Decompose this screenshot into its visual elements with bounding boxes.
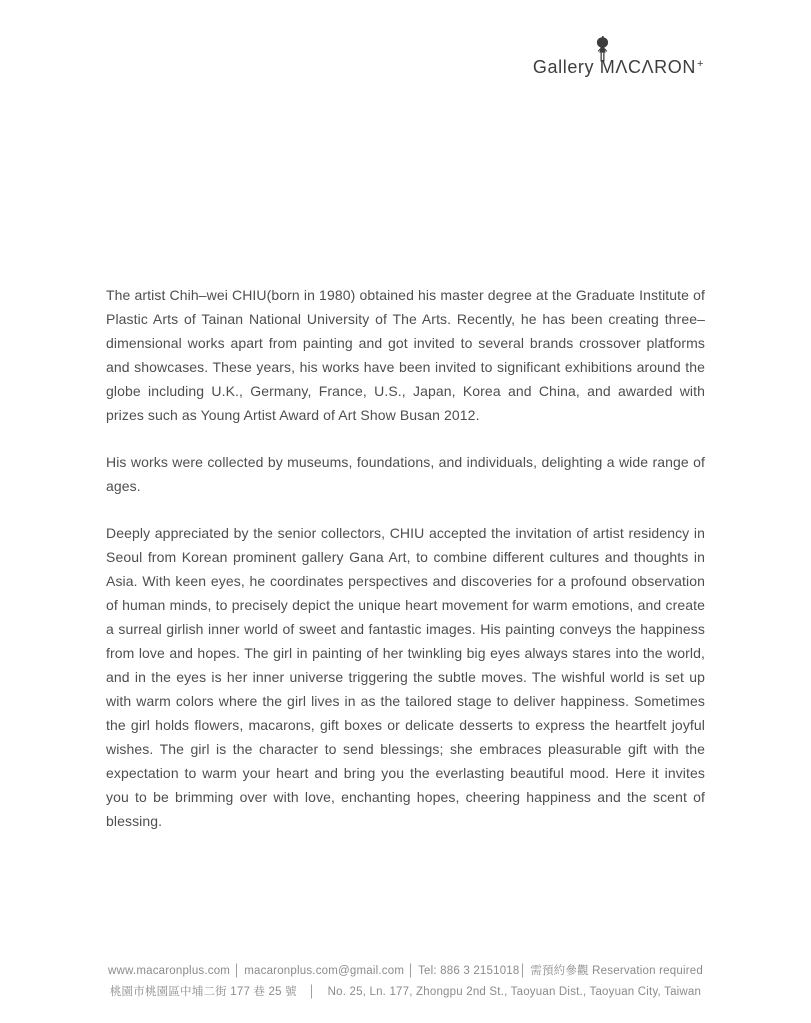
paragraph-artist-statement: Deeply appreciated by the senior collectors, CHIU accepted the invitation of artist residency in Seoul from Korean prominent gallery Gana Art, to combine different cultures and thoughts in Asia. With keen eyes, he coordinates perspectives and discoveries for a profound observation of human minds, to precisely depict the unique heart movement for warm emotions, and create a surreal girlish inner world of sweet and fantastic images. His painting conveys the happiness from love and hopes. The girl in painting of her twinkling big eyes always stares into the world, and in the eyes is her inner universe triggering the subtle moves. The wishful world is set up with warm colors where the girl lives in as the tailored stage to deliver happiness. Sometimes the girl holds flowers, macarons, gift boxes or delicate desserts to express the heartfelt joyful wishes. The girl is the character to send blessings; she embraces pleasurable gift with the expectation to warm your heart and bring you the everlasting beautiful mood. Here it invites you to be brimming over with love, enchanting hopes, cheering happiness and the scent of blessing. <box>106 525 705 829</box>
footer-contact-line: www.macaronplus.com │ macaronplus.com@gmail.com │ Tel: 886 3 2151018│ 需預約參觀 Reservation required <box>108 965 703 977</box>
paragraph-artist-intro: The artist Chih–wei CHIU(born in 1980) obtained his master degree at the Graduate Institute of Plastic Arts of Tainan National University of The Arts. Recently, he has been creating three–dimensional works apart from painting and got invited to several brands crossover platforms and showcases. These years, his works have been invited to significant exhibitions around the globe including U.K., Germany, France, U.S., Japan, Korea and China, and awarded with prizes such as Young Artist Award of Art Show Busan 2012. <box>106 287 705 423</box>
footer-address-line: 桃園市桃園區中埔二街 177 巷 25 號 │ No. 25, Ln. 177, Zhongpu 2nd St., Taoyuan Dist., Taoyuan City, Taiwan <box>109 986 702 998</box>
logo-wordmark: Gallery MΛCΛRON <box>532 57 696 77</box>
artist-biography <box>106 283 705 833</box>
logo-text <box>533 57 704 78</box>
logo-plus-sign: + <box>696 58 704 70</box>
paragraph-collections: His works were collected by museums, foundations, and individuals, delighting a wide range of ages. <box>106 454 705 494</box>
gallery-logo <box>526 36 704 86</box>
contact-footer <box>0 961 811 1003</box>
